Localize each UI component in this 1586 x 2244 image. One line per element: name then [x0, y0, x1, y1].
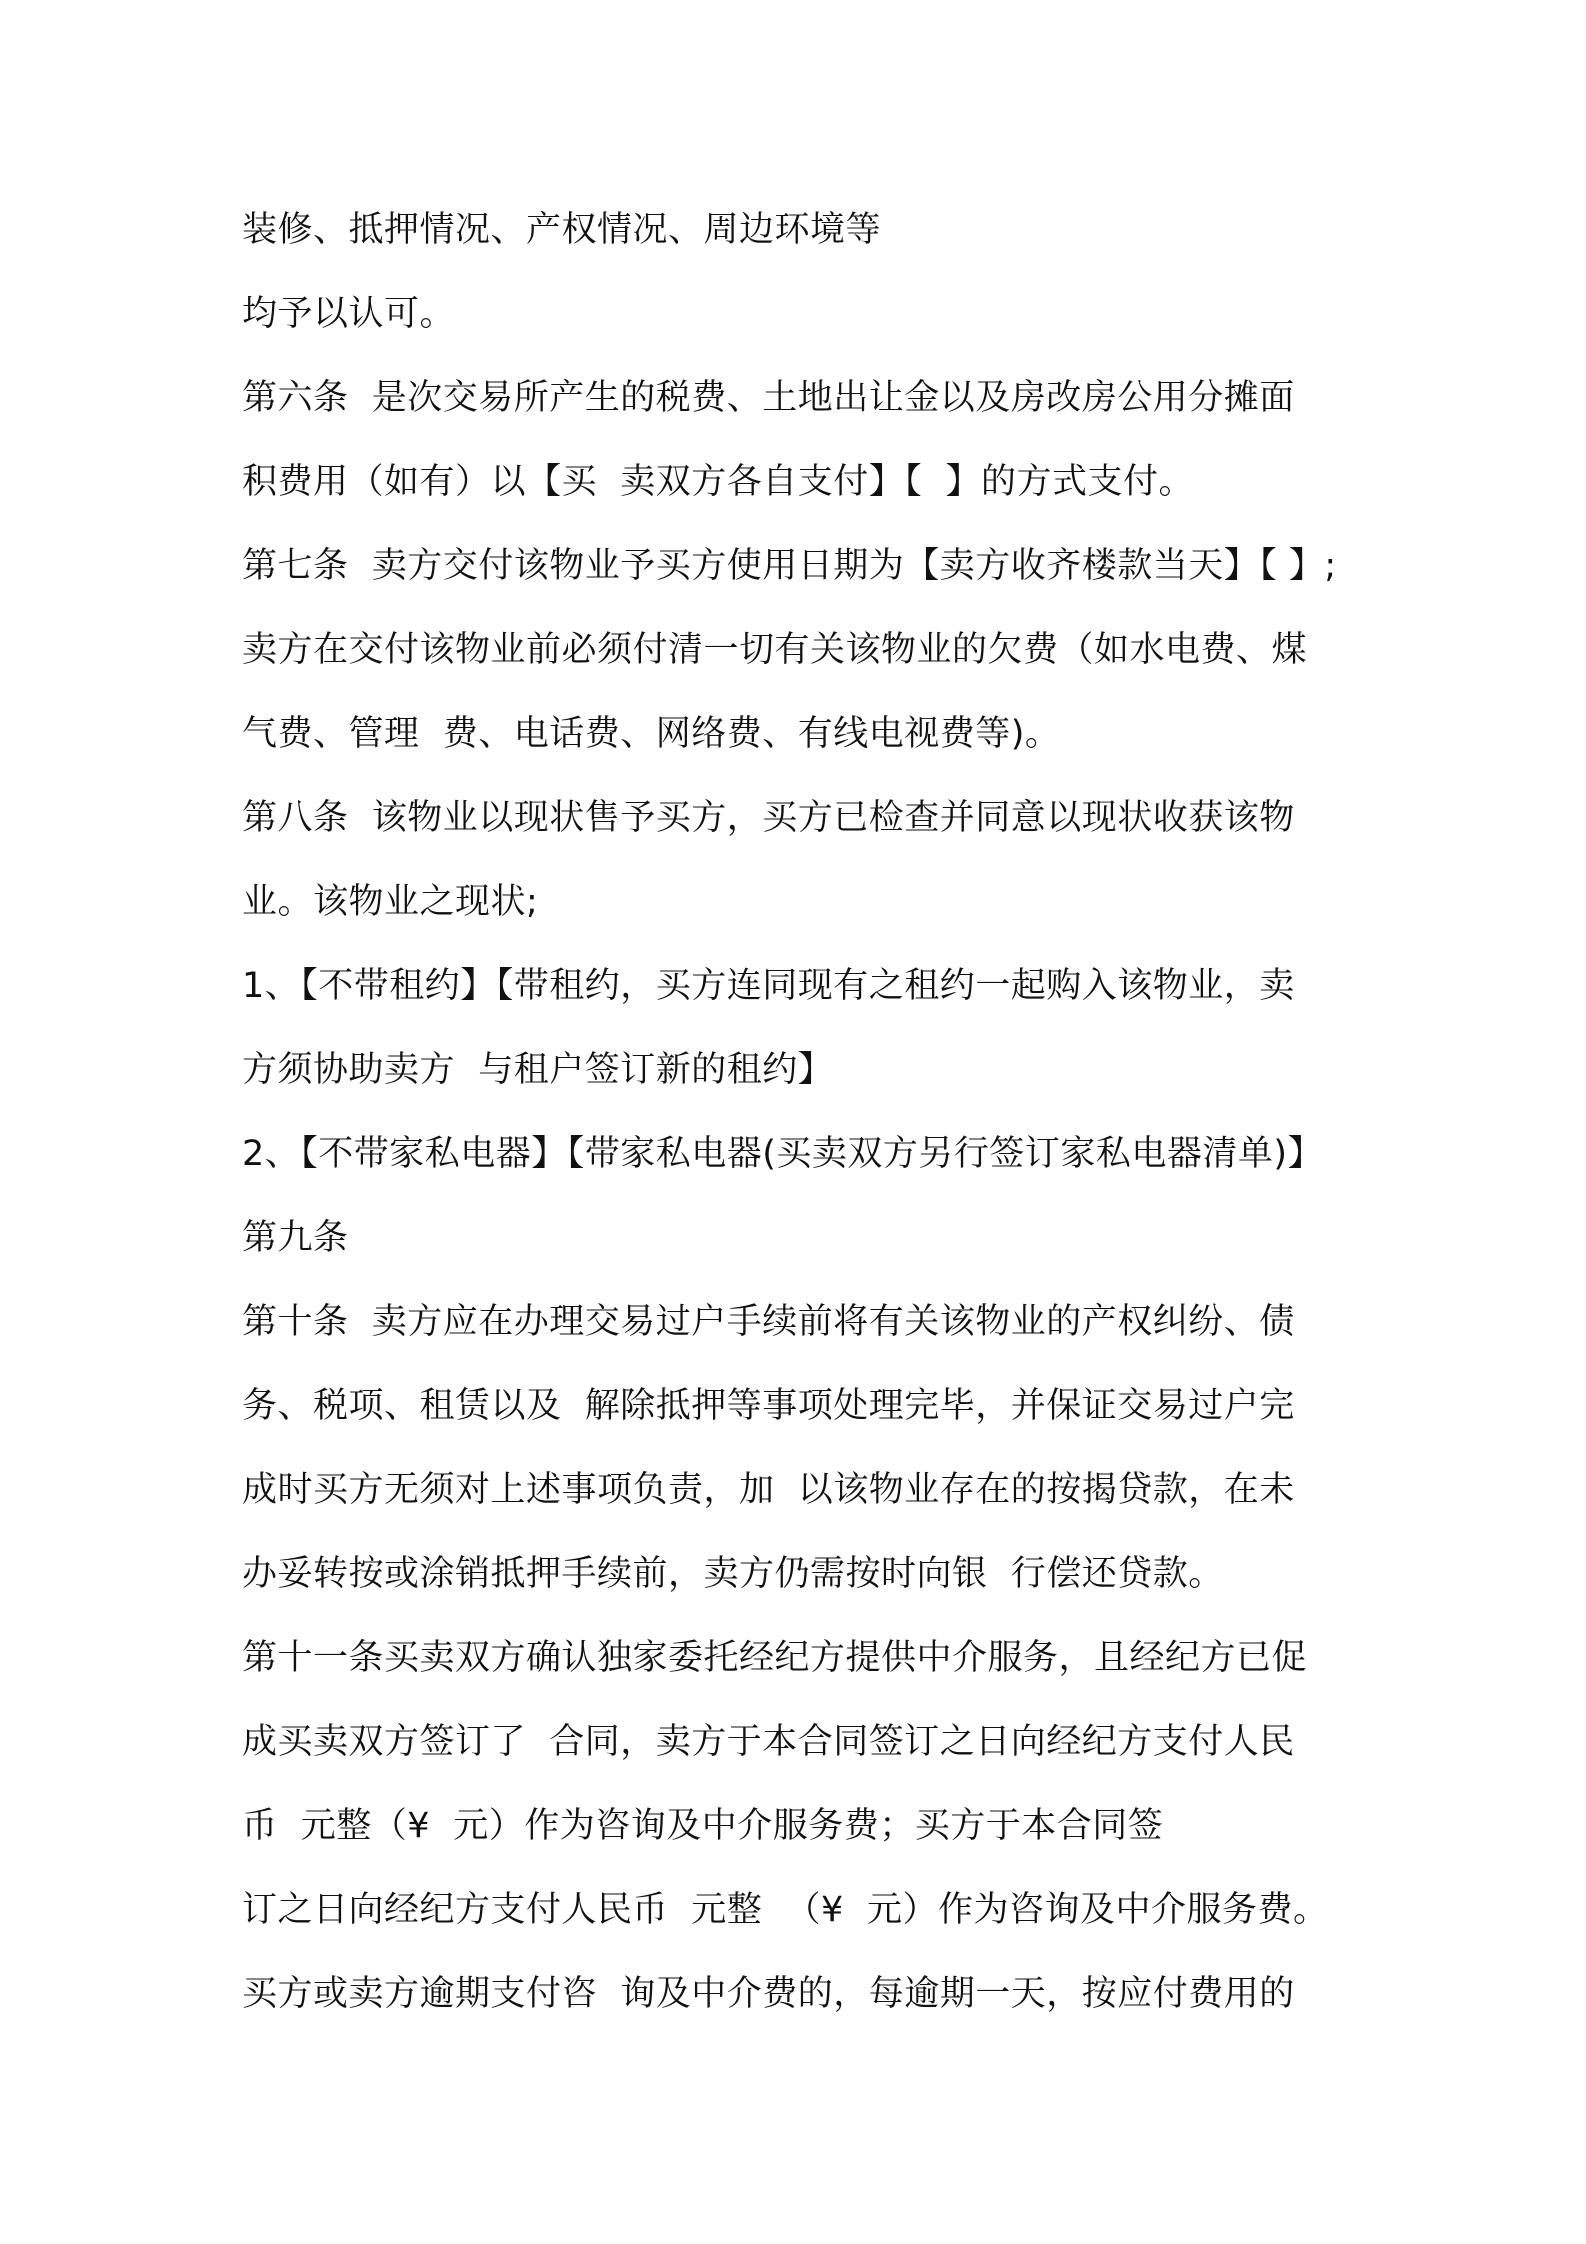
text-line: 币 元整（¥ 元）作为咨询及中介服务费；买方于本合同签	[242, 1806, 1164, 1846]
text-line: 积费用（如有）以【买 卖双方各自支付】【 】的方式支付。	[242, 462, 1195, 502]
text-line: 装修、抵押情况、产权情况、周边环境等	[242, 210, 882, 250]
article-6-line: 第六条 是次交易所产生的税费、土地出让金以及房改房公用分摊面	[242, 378, 1295, 418]
text-line: 成买卖双方签订了 合同，卖方于本合同签订之日向经纪方支付人民	[242, 1722, 1295, 1762]
article-10-line: 第十条 卖方应在办理交易过户手续前将有关该物业的产权纠纷、债	[242, 1302, 1295, 1342]
text-line: 办妥转按或涂销抵押手续前，卖方仍需按时向银 行偿还贷款。	[242, 1554, 1224, 1594]
text-line: 方须协助卖方 与租户签订新的租约】	[242, 1050, 834, 1090]
text-line: 气费、管理 费、电话费、网络费、有线电视费等)。	[242, 714, 1061, 754]
list-item-2: 2、【不带家私电器】【带家私电器(买卖双方另行签订家私电器清单)】	[242, 1134, 1324, 1174]
text-line: 成时买方无须对上述事项负责，加 以该物业存在的按揭贷款，在未	[242, 1470, 1295, 1510]
article-9-line: 第九条	[242, 1218, 349, 1258]
text-line: 订之日向经纪方支付人民币 元整 （¥ 元）作为咨询及中介服务费。	[242, 1890, 1329, 1930]
text-line: 务、税项、租赁以及 解除抵押等事项处理完毕，并保证交易过户完	[242, 1386, 1295, 1426]
article-7-line: 第七条 卖方交付该物业予买方使用日期为【卖方收齐楼款当天】【 】;	[242, 546, 1337, 586]
article-11-line: 第十一条买卖双方确认独家委托经纪方提供中介服务，且经纪方已促	[242, 1638, 1308, 1678]
document-body	[242, 198, 1582, 2046]
text-line: 卖方在交付该物业前必须付清一切有关该物业的欠费（如水电费、煤	[242, 630, 1308, 670]
text-line: 业。该物业之现状;	[242, 882, 539, 922]
article-8-line: 第八条 该物业以现状售予买方，买方已检查并同意以现状收获该物	[242, 798, 1295, 838]
text-line: 均予以认可。	[242, 294, 456, 334]
list-item-1: 1、【不带租约】【带租约，买方连同现有之租约一起购入该物业，卖	[242, 966, 1295, 1006]
text-line: 买方或卖方逾期支付咨 询及中介费的，每逾期一天，按应付费用的	[242, 1974, 1295, 2014]
